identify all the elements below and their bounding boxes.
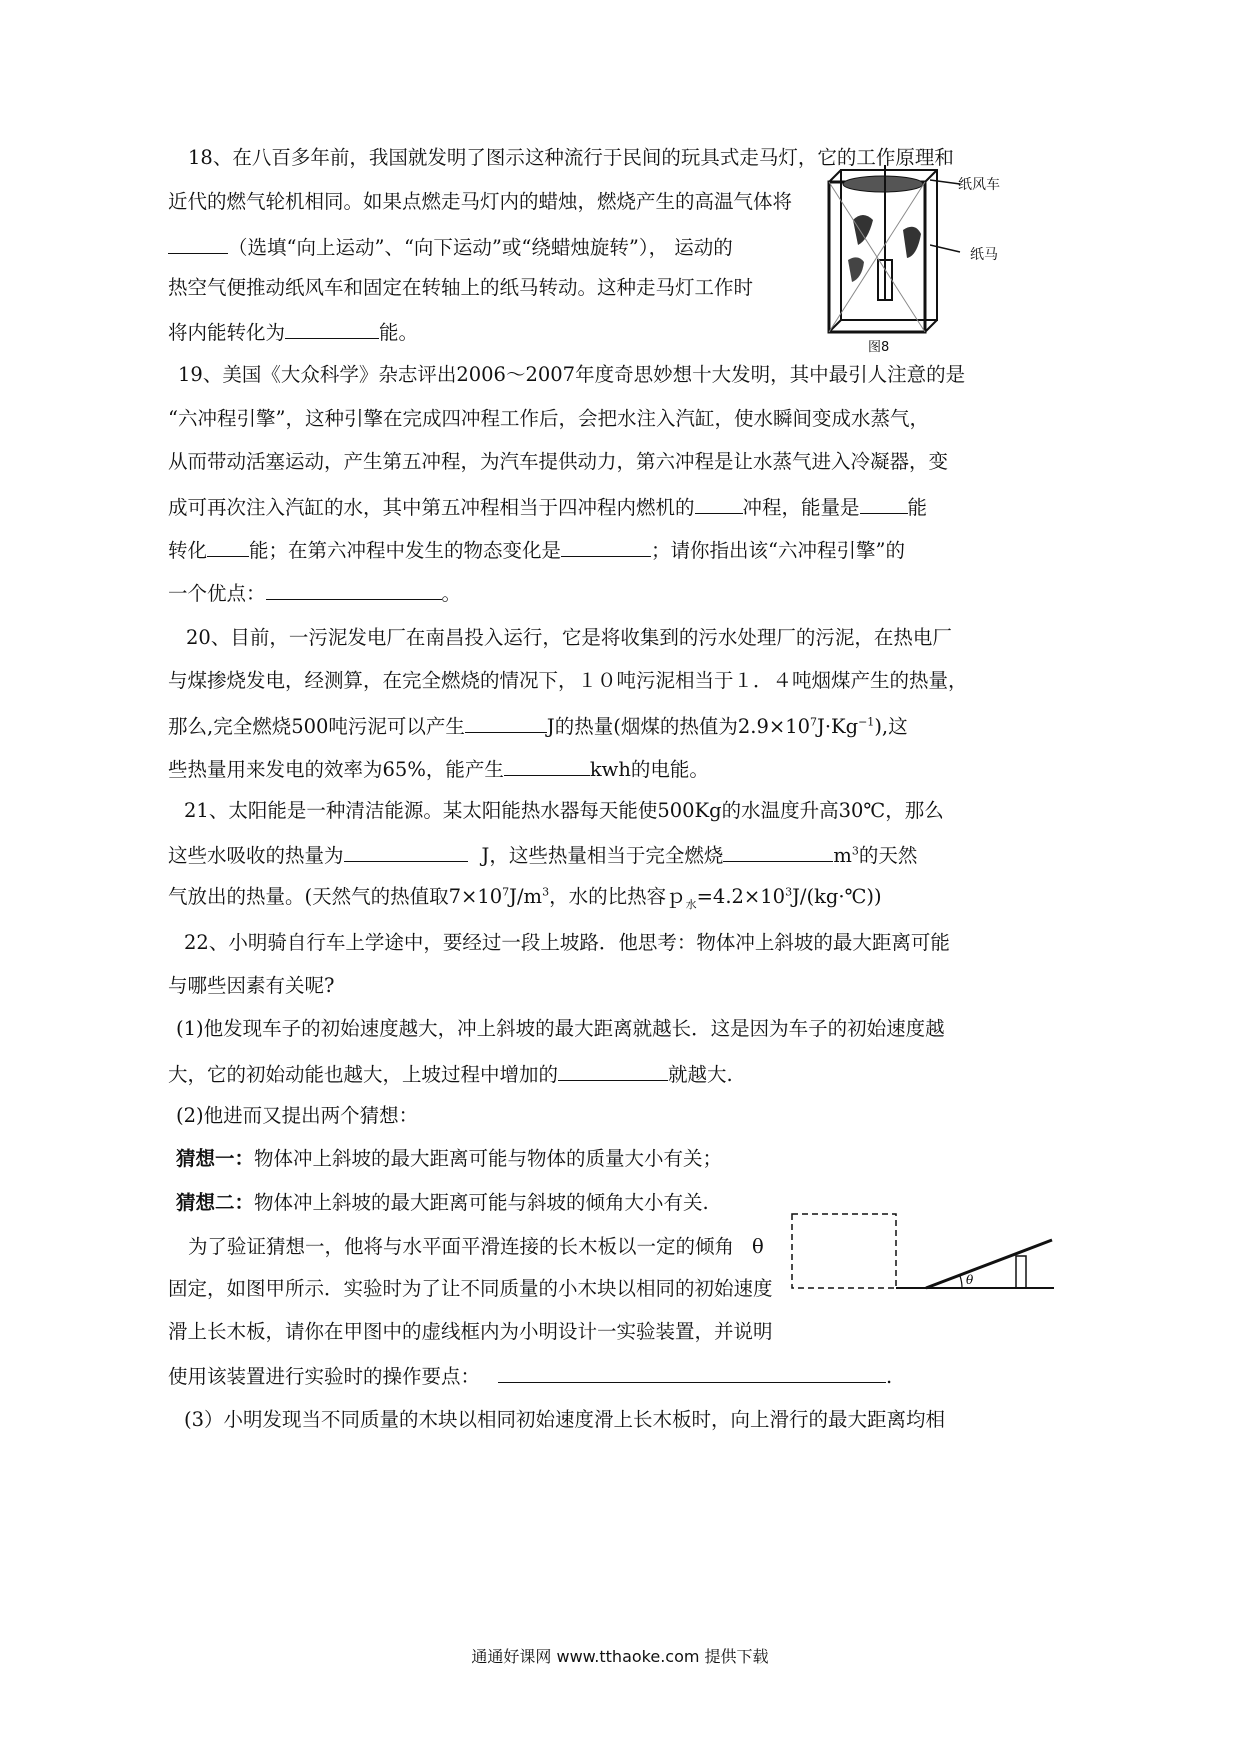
q18-line-5: 将内能转化为 能。	[168, 316, 418, 348]
q21-line-1: 21、太阳能是一种清洁能源。某太阳能热水器每天能使500Kg的水温度升高30℃，那么	[184, 799, 944, 822]
q18-line-4: 热空气便推动纸风车和固定在转轴上的纸马转动。这种走马灯工作时	[168, 276, 754, 299]
fig-label-horse: 纸马	[970, 247, 998, 263]
answer-blank[interactable]	[561, 534, 651, 557]
answer-blank[interactable]	[695, 491, 743, 514]
q20-line-2: 与煤掺烧发电，经测算，在完全燃烧的情况下，１０吨污泥相当于１．４吨烟煤产生的热量，	[168, 669, 968, 692]
q22-line-5: (2)他进而又提出两个猜想：	[176, 1104, 419, 1127]
q22-line-8: 滑上长木板，请你在甲图中的虚线框内为小明设计一实验装置，并说明	[168, 1320, 773, 1343]
answer-blank[interactable]	[285, 316, 379, 339]
q21-line-2: 这些水吸收的热量为 J，这些热量相当于完全燃烧 $m^3$的天然	[168, 839, 917, 871]
answer-blank[interactable]	[207, 534, 249, 557]
q19-line-6: 一个优点： 。	[168, 577, 461, 609]
q20-line-4: 些热量用来发电的效率为65%，能产生 kwh的电能。	[168, 753, 709, 785]
q19-line-4: 成可再次注入汽缸的水，其中第五冲程相当于四冲程内燃机的 冲程，能量是 能	[168, 491, 927, 523]
theta-label: θ	[966, 1273, 974, 1287]
q18-line-3: （选填“向上运动”、“向下运动”或“绕蜡烛旋转”）， 运动的	[168, 231, 733, 263]
answer-blank[interactable]	[344, 839, 468, 862]
q18-line-2: 近代的燃气轮机相同。如果点燃走马灯内的蜡烛，燃烧产生的高温气体将	[168, 190, 793, 213]
answer-blank[interactable]	[558, 1058, 668, 1081]
fig-label-windmill: 纸风车	[958, 177, 1000, 193]
answer-blank[interactable]	[498, 1360, 886, 1383]
answer-blank[interactable]	[168, 231, 228, 254]
q19-line-2: “六冲程引擎”，这种引擎在完成四冲程工作后，会把水注入汽缸，使水瞬间变成水蒸气，	[168, 407, 929, 430]
q20-line-3: 那么,完全燃烧500吨污泥可以产生 J的热量(烟煤的热值为$2.9\times 10^7J\cdot Kg^{-1}$),这	[168, 710, 908, 742]
answer-blank[interactable]	[860, 491, 908, 514]
q22-line-2: 与哪些因素有关呢?	[168, 974, 335, 997]
lantern-figure	[823, 160, 943, 350]
answer-blank[interactable]	[266, 577, 442, 600]
q22-line-6: 为了验证猜想一，他将与水平面平滑连接的长木板以一定的倾角 θ	[188, 1235, 764, 1258]
page-footer: 通通好课网 www.tthaoke.com 提供下载	[471, 1647, 769, 1666]
q22-guess-1: 猜想一：物体冲上斜坡的最大距离可能与物体的质量大小有关；	[176, 1147, 723, 1170]
q22-line-4: 大，它的初始动能也越大，上坡过程中增加的 就越大.	[168, 1058, 733, 1090]
answer-blank[interactable]	[465, 710, 547, 733]
q18-line-1: 18、在八百多年前，我国就发明了图示这种流行于民间的玩具式走马灯，它的工作原理和	[188, 146, 954, 169]
incline-figure	[786, 1208, 1058, 1294]
q19-line-1: 19、美国《大众科学》杂志评出2006～2007年度奇思妙想十大发明，其中最引人注意的是	[178, 363, 966, 386]
fig-caption: 图8	[868, 340, 890, 355]
q22-line-1: 22、小明骑自行车上学途中，要经过一段上坡路．他思考：物体冲上斜坡的最大距离可能	[184, 931, 950, 954]
q20-line-1: 20、目前，一污泥发电厂在南昌投入运行，它是将收集到的污水处理厂的污泥，在热电厂	[186, 626, 952, 649]
q19-line-5: 转化 能；在第六冲程中发生的物态变化是 ；请你指出该“六冲程引擎”的	[168, 534, 905, 566]
q22-line-7: 固定，如图甲所示．实验时为了让不同质量的小木块以相同的初始速度	[168, 1277, 773, 1300]
q22-guess-2: 猜想二：物体冲上斜坡的最大距离可能与斜坡的倾角大小有关.	[176, 1191, 709, 1214]
q22-line-9: 使用该装置进行实验时的操作要点： .	[168, 1360, 892, 1392]
q22-line-3: (1)他发现车子的初始速度越大，冲上斜坡的最大距离就越长．这是因为车子的初始速度越	[176, 1017, 945, 1040]
answer-blank[interactable]	[504, 753, 590, 776]
q19-line-3: 从而带动活塞运动，产生第五冲程，为汽车提供动力，第六冲程是让水蒸气进入冷凝器，变	[168, 450, 949, 473]
q22-line-10: (3）小明发现当不同质量的木块以相同初始速度滑上长木板时，向上滑行的最大距离均相	[184, 1408, 946, 1431]
q21-line-3: 气放出的热量。(天然气的热值取$7\times 10^7J/m^3$，水的比热容$p_水=4.2\times 10^3J/(kg\cdot℃)$)	[168, 885, 882, 911]
answer-blank[interactable]	[723, 839, 833, 862]
